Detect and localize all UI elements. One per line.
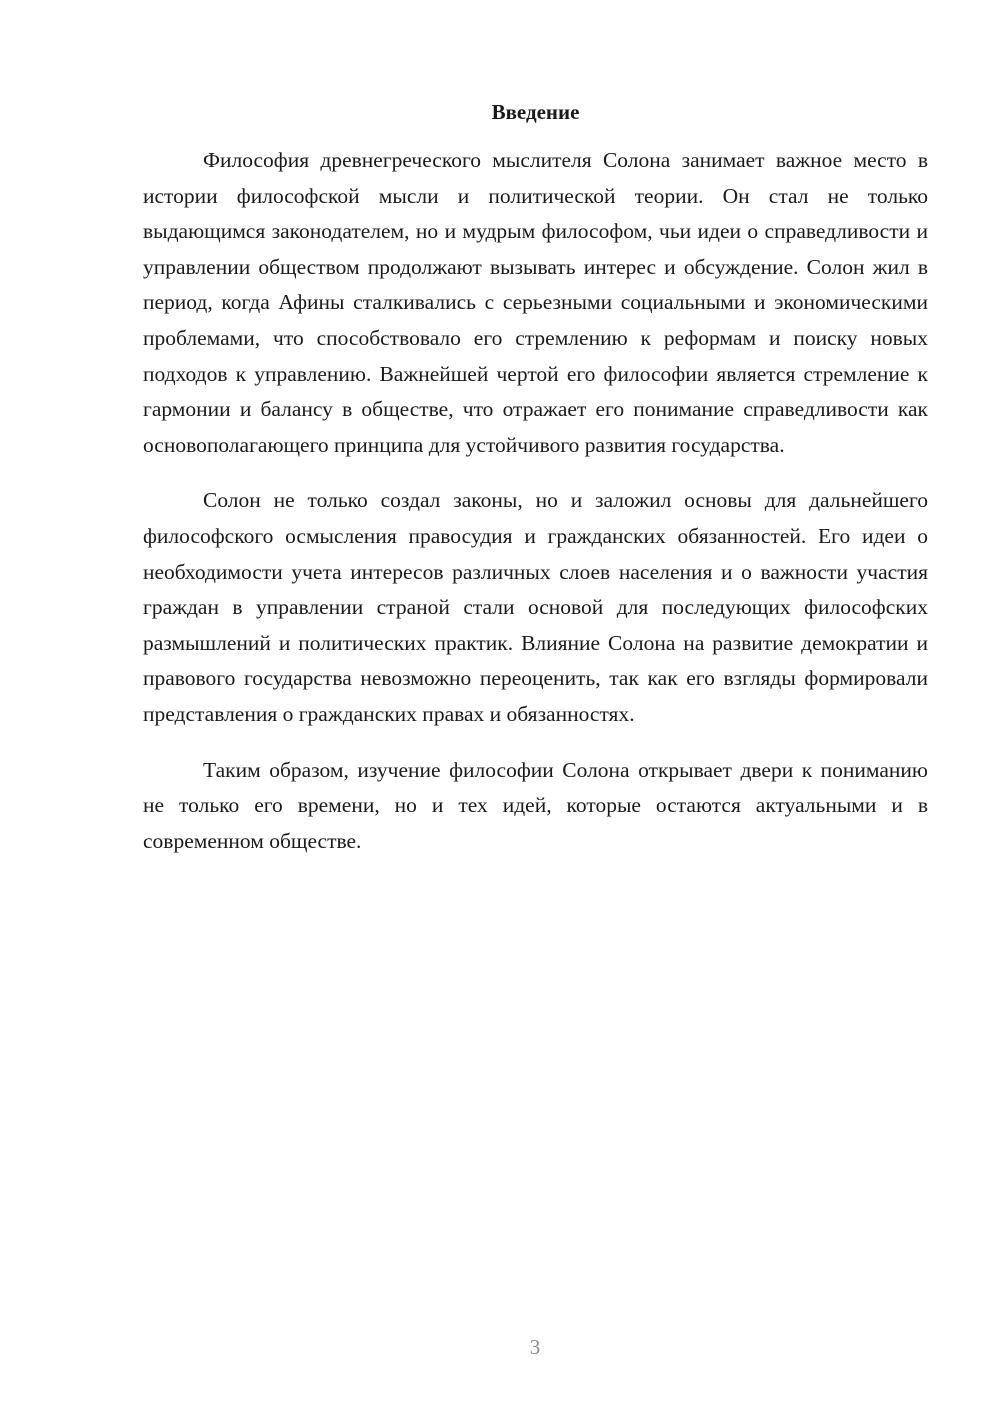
page-number: 3 [529,1335,541,1359]
section-heading: Введение [491,100,580,124]
paragraph-3: Таким образом, изучение философии Солона открывает двери к пониманию не только его времени, но и тех идей, которые остаются актуальными и в современном обществе. [143,757,928,853]
body-text [143,143,928,859]
paragraph-1: Философия древнегреческого мыслителя Солона занимает важное место в истории философской мысли и политической теории. Он стал не только выдающимся законодателем, но и мудрым философом, чьи идеи о справедливости и управлении обществом продолжают вызывать интерес и обсуждение. Солон жил в период, когда Афины сталкивались с серьезными социальными и экономическими проблемами, что способствовало его стремлению к реформам и поиску новых подходов к управлению. Важнейшей чертой его философии является стремление к гармонии и балансу в обществе, что отражает его понимание справедливости как основополагающего принципа для устойчивого развития государства. [143,148,928,457]
paragraph-2: Солон не только создал законы, но и заложил основы для дальнейшего философского осмысления правосудия и гражданских обязанностей. Его идеи о необходимости учета интересов различных слоев населения и о важности участия граждан в управлении страной стали основой для последующих философских размышлений и политических практик. Влияние Солона на развитие демократии и правового государства невозможно переоценить, так как его взгляды формировали представления о гражданских правах и обязанностях. [143,488,928,726]
